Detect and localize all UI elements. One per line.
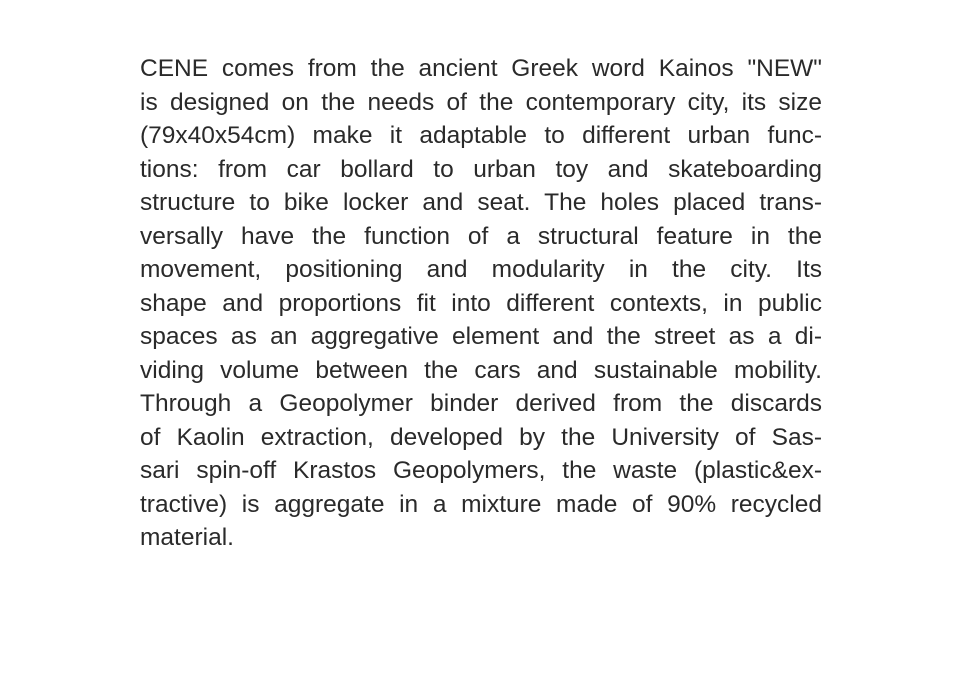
- description-paragraph: [140, 52, 822, 555]
- paragraph-line: of Kaolin extraction, developed by the University of Sas-: [140, 423, 822, 451]
- paragraph-line: (79x40x54cm) make it adaptable to different urban func-: [140, 122, 822, 149]
- paragraph-line: tractive) is aggregate in a mixture made of 90% recycled: [140, 490, 822, 518]
- paragraph-line: is designed on the needs of the contemporary city, its size: [140, 88, 822, 116]
- paragraph-line: Through a Geopolymer binder derived from the discards: [140, 390, 822, 417]
- paragraph-line-last: material.: [140, 524, 234, 551]
- paragraph-line: shape and proportions fit into different contexts, in public: [140, 289, 822, 317]
- paragraph-line: tions: from car bollard to urban toy and skateboarding: [140, 155, 822, 183]
- paragraph-line: movement, positioning and modularity in the city. Its: [140, 256, 822, 283]
- paragraph-line: structure to bike locker and seat. The holes placed trans-: [140, 189, 822, 216]
- paragraph-line: versally have the function of a structural feature in the: [140, 222, 822, 250]
- paragraph-line: spaces as an aggregative element and the street as a di-: [140, 323, 822, 350]
- paragraph-line: viding volume between the cars and sustainable mobility.: [140, 356, 822, 384]
- paragraph-line: sari spin-off Krastos Geopolymers, the waste (plastic&ex-: [140, 457, 822, 484]
- paragraph-line: CENE comes from the ancient Greek word Kainos "NEW": [140, 55, 822, 82]
